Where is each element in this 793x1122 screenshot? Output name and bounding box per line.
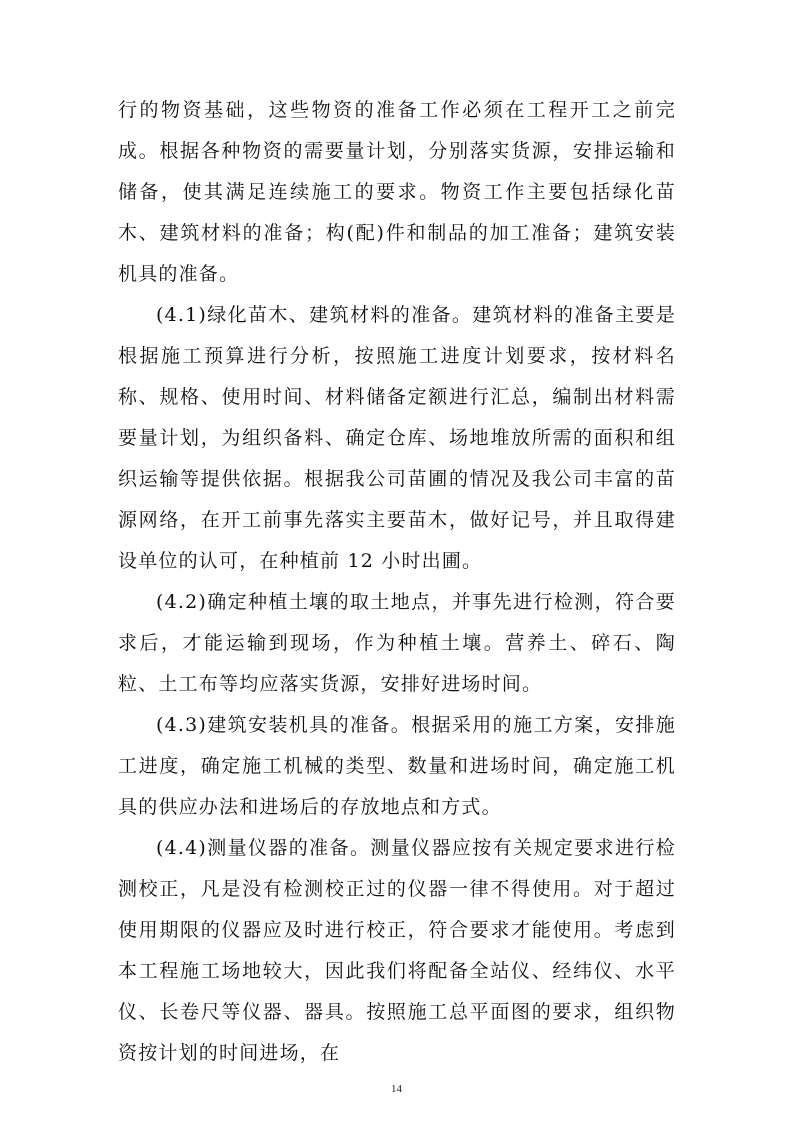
page-number: 14 xyxy=(391,1083,402,1095)
paragraph-4-1-materials: (4.1)绿化苗木、建筑材料的准备。建筑材料的准备主要是根据施工预算进行分析，按照施工进度计划要求，按材料名称、规格、使用时间、材料储备定额进行汇总，编制出材料需要量计划，为组织备料、确定仓库、场地堆放所需的面积和组织运输等提供依据。根据我公司苗圃的情况及我公司丰富的苗源网络，在开工前事先落实主要苗木，做好记号，并且取得建设单位的认可，在种植前 12 小时出圃。 xyxy=(118,304,676,572)
paragraph-4-2-soil: (4.2)确定种植土壤的取土地点，并事先进行检测，符合要求后，才能运输到现场，作为种植土壤。营养土、碎石、陶粒、土工布等均应落实货源，安排好进场时间。 xyxy=(118,591,676,695)
paragraph-continuation: 行的物资基础，这些物资的准备工作必须在工程开工之前完成。根据各种物资的需要量计划，分别落实货源，安排运输和储备，使其满足连续施工的要求。物资工作主要包括绿化苗木、建筑材料的准备；构(配)件和制品的加工准备；建筑安装机具的准备。 xyxy=(118,99,676,285)
document-body xyxy=(118,90,676,1074)
paragraph-4-3-machinery: (4.3)建筑安装机具的准备。根据采用的施工方案，安排施工进度，确定施工机械的类型、数量和进场时间，确定施工机具的供应办法和进场后的存放地点和方式。 xyxy=(118,714,676,818)
paragraph-4-4-instruments: (4.4)测量仪器的准备。测量仪器应按有关规定要求进行检测校正，凡是没有检测校正过的仪器一律不得使用。对于超过使用期限的仪器应及时进行校正，符合要求才能使用。考虑到本工程施工场地较大，因此我们将配备全站仪、经纬仪、水平仪、长卷尺等仪器、器具。按照施工总平面图的要求，组织物资按计划的时间进场，在 xyxy=(118,837,676,1064)
